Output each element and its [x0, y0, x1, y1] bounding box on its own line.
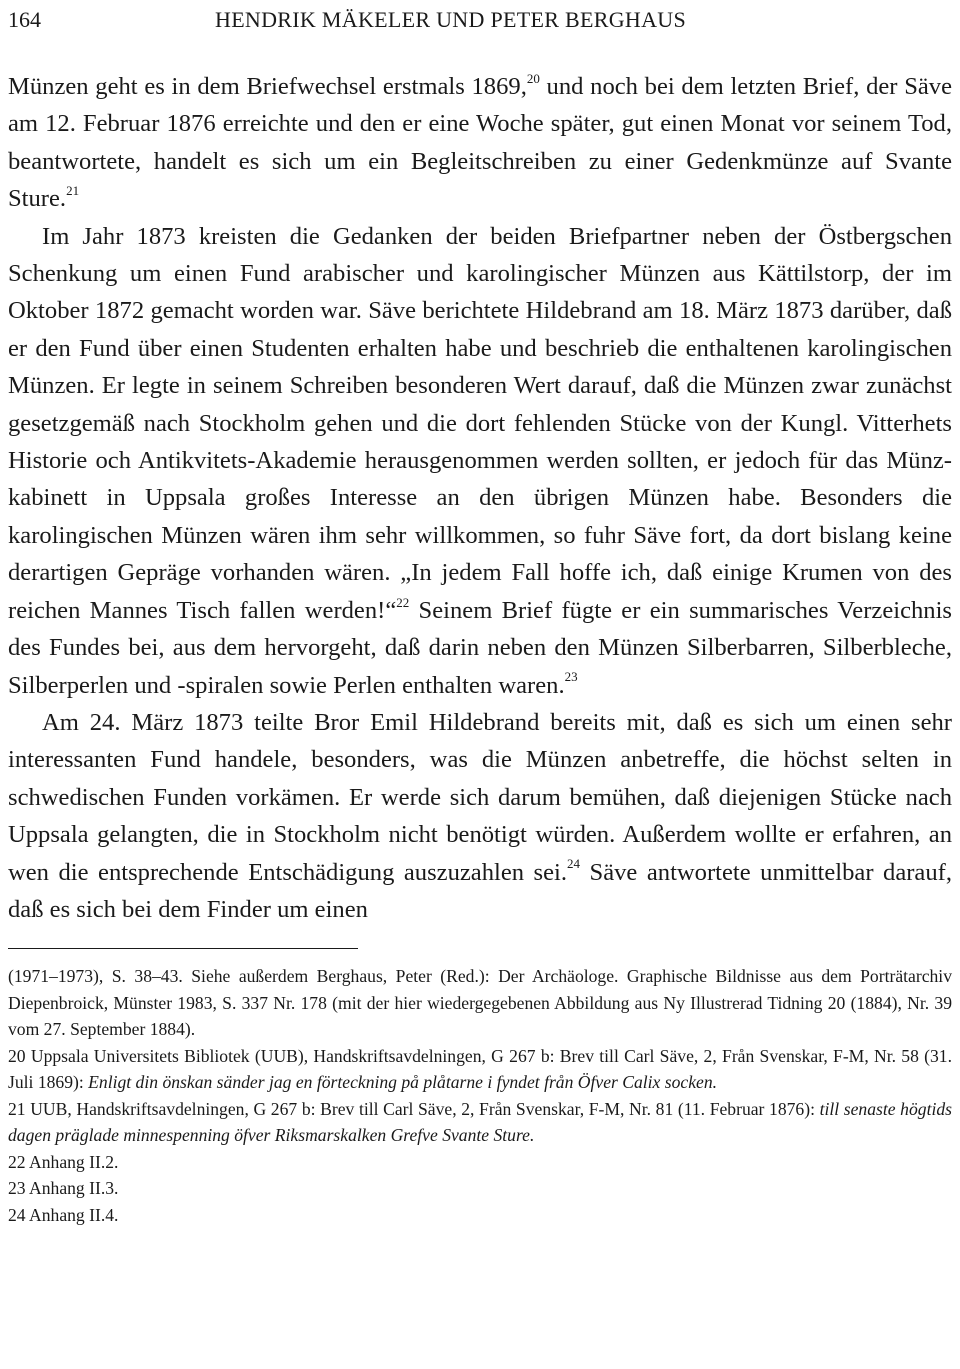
page-header — [8, 4, 952, 44]
footnote-ref-24[interactable]: 24 — [567, 856, 581, 872]
footnote-20 — [8, 1043, 952, 1096]
paragraph-text: Münzen geht es in dem Briefwechsel erstmals 1869, — [8, 73, 527, 100]
page-number: 164 — [8, 7, 41, 32]
footnote-continuation: (1971–1973), S. 38–43. Siehe außerdem Berghaus, Peter (Red.): Der Archäologe. Graphische Bildnisse aus dem Porträtarchiv Diepenbroick, Münster 1983, S. 337 Nr. 178 (mit der hier wiedergegebenen Abbildung aus Ny Illustrerad Tidning 20 (1884), Nr. 39 vom 27. September 1884). — [8, 966, 952, 1040]
footnote-22: 22 Anhang II.2. — [8, 1151, 119, 1172]
paragraph-text: und noch bei dem letzten Brief, der Säve am 12. Februar 1876 erreichte und den er eine Woche später, gut einen Monat vor seinem Tod, beantwortete, handelt es sich um ein Begleitschreiben zu einer Gedenkmünze auf Svante Sture. — [8, 73, 952, 213]
footnote-ref-23[interactable]: 23 — [564, 669, 578, 685]
paragraph-text: Säve antwortete unmittelbar darauf, daß es sich bei dem Finder um einen — [8, 858, 952, 923]
footnote-24: 24 Anhang II.4. — [8, 1204, 119, 1225]
footnote-text: 20 Uppsala Universitets Bibliotek (UUB), Handskriftsavdelningen, G 267 b: Brev till Carl Säve, 2, Från Svenskar, F-M, Nr. 58 (31. Juli 1869): — [8, 1045, 952, 1093]
footnote-21 — [8, 1096, 952, 1149]
paragraph-2 — [8, 218, 952, 704]
running-head: HENDRIK MÄKELER UND PETER BERGHAUS — [215, 7, 686, 32]
footnote-quote: till senaste högtids dagen präglade minnespenning öfver Riksmarskalken Grefve Svante Sture. — [8, 1098, 952, 1146]
paragraph-text: Seinem Brief fügte er ein summarisches Verzeichnis des Fundes bei, aus dem hervorgeht, daß darin neben den Münzen Silberbarren, Silberbleche, Silberperlen und -spiralen sowie Perlen enthalten waren. — [8, 596, 952, 699]
main-text — [8, 68, 952, 928]
footnote-text: 21 UUB, Handskriftsavdelningen, G 267 b: Brev till Carl Säve, 2, Från Svenskar, F-M, Nr. 81 (11. Februar 1876): — [8, 1098, 820, 1119]
footnote-23: 23 Anhang II.3. — [8, 1178, 119, 1199]
paragraph-text: Im Jahr 1873 kreisten die Gedanken der beiden Briefpartner neben der Östbergschen Schenkung um einen Fund arabischer und karolingischer Münzen aus Kättilstorp, der im Oktober 1872 gemacht worden war. Säve berichtete Hildebrand am 18. März 1873 darüber, daß er den Fund über einen Studenten erhalten habe und beschrieb die enthaltenen karolingischen Münzen. Er legte in seinem Schreiben besonderen Wert darauf, daß die Münzen zwar zunächst gesetzgemäß nach Stockholm gehen und die dort fehlenden Stücke von der Kungl. Vitterhets Historie och Antikvitets-Akademie herausgenommen werden sollten, er jedoch für das Münzkabinett in Uppsala großes Interesse an den übrigen Münzen habe. Besonders die karolingischen Münzen wären ihm sehr willkommen, so fuhr Säve fort, da dort bislang keine derartigen Gepräge vorhanden wären. „In jedem Fall hoffe ich, daß einige Krumen von des reichen Mannes Tisch fallen werden!“ — [8, 222, 952, 624]
footnote-divider — [8, 948, 358, 949]
paragraph-3 — [8, 704, 952, 928]
footnote-ref-20[interactable]: 20 — [526, 70, 540, 86]
paragraph-1 — [8, 68, 952, 218]
footnotes — [8, 963, 952, 1228]
footnote-ref-21[interactable]: 21 — [66, 183, 80, 199]
footnote-quote: Enligt din önskan sänder jag en förteckning på plåtarne i fyndet från Öfver Calix socken. — [88, 1072, 718, 1093]
paragraph-text: Am 24. März 1873 teilte Bror Emil Hildebrand bereits mit, daß es sich um einen sehr interessanten Fund handele, besonders, was die Münzen anbetreffe, die höchst selten in schwedischen Funden vorkämen. Er werde sich darum bemühen, daß diejenigen Stücke nach Uppsala gelangten, die in Stockholm nicht benötigt würden. Außerdem wollte er erfahren, an wen die entsprechende Entschädigung auszuzahlen sei. — [8, 708, 952, 886]
footnote-ref-22[interactable]: 22 — [396, 594, 410, 610]
